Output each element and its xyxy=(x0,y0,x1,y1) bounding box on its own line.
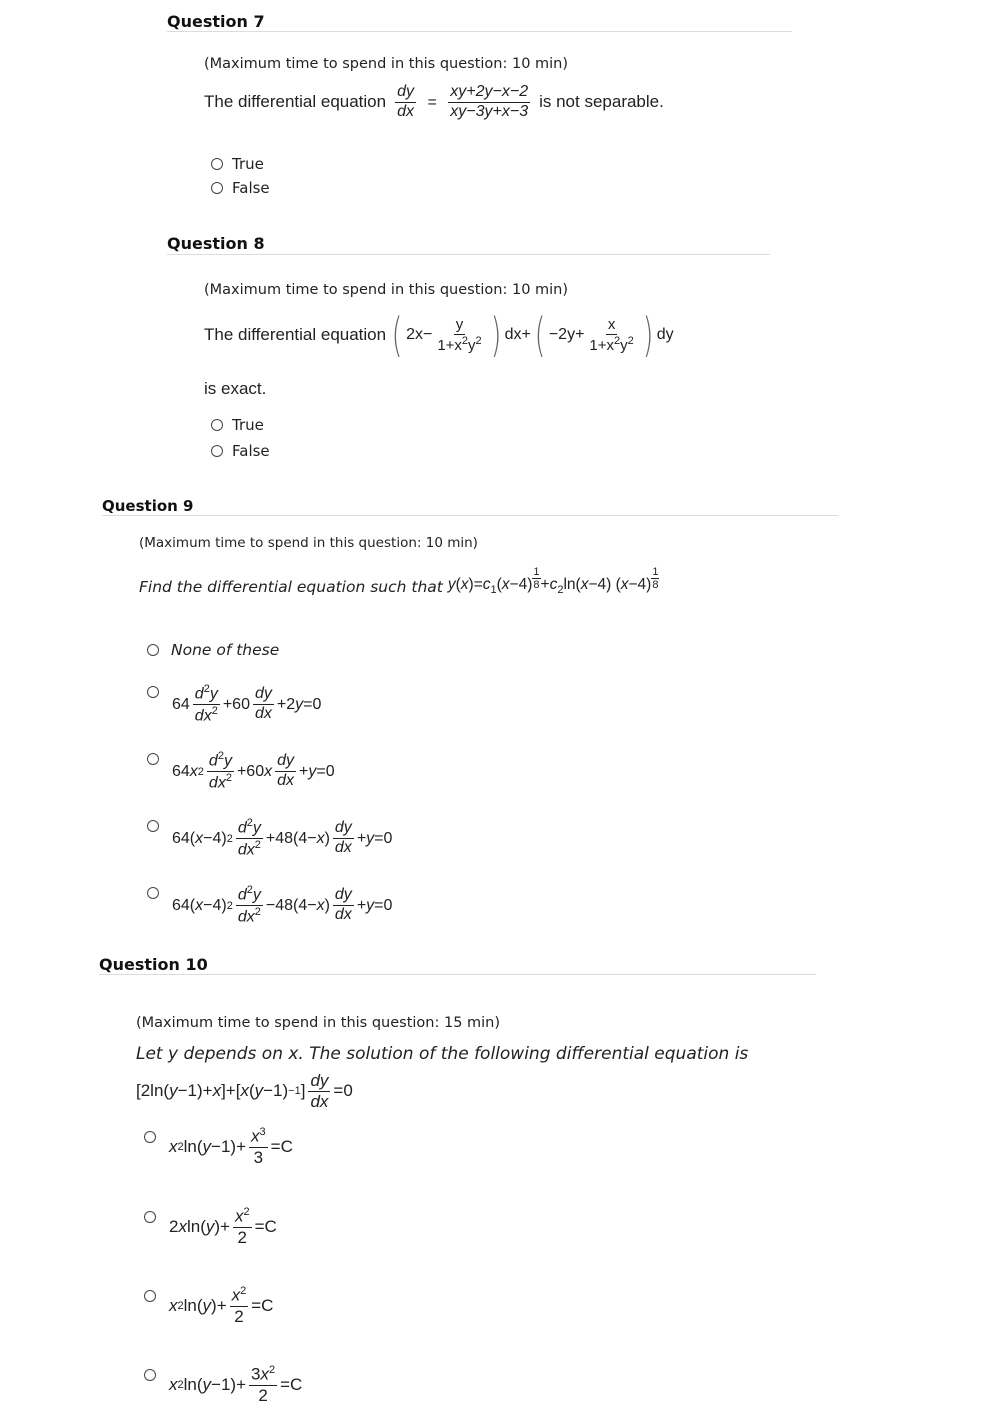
question-9-time-limit: (Maximum time to spend in this question: 10 min) xyxy=(139,535,478,551)
q10-equation: [2ln( y −1)+ x ]+[ x ( y −1) −1 ] $\frac{dy}{dx}$ =0 xyxy=(136,1071,353,1111)
q8-suffix: is exact. xyxy=(204,379,267,398)
q10-prompt: Let y depends on x. The solution of the following differential equation is xyxy=(136,1044,749,1064)
question-8-statement xyxy=(204,308,674,362)
q7-prefix: The differential equation xyxy=(204,92,387,112)
q10-option-a-math: x 2 ln( y −1)+ $\frac{x^3}{3}$ =C xyxy=(169,1126,293,1167)
q9-solution-expression: $y(x)=c_1(x-4)$ $\frac{1}{8}$ $+c_2\ln(x-4)$ (x−4) $\frac{1}{8}$ xyxy=(447,566,659,597)
radio-icon[interactable] xyxy=(147,686,159,698)
question-7-divider xyxy=(167,31,792,32)
q10-option-d-math: x 2 ln( y −1)+ $\frac{3x^2}{2}$ =C xyxy=(169,1364,303,1405)
q7-equation: $\frac{dy}{dx}$ = $\frac{xy+2y-x-2}{xy-3y+x-3}$ xyxy=(397,83,529,120)
q9-option-e-math: 64( x −4) 2 $\frac{d^2y}{dx^2}$ −48(4− x ) $\frac{dy}{dx}$ + y =0 xyxy=(172,884,393,926)
q8-option-false-label: False xyxy=(232,442,270,460)
q9-option-c-math: 64 x 2 $\frac{d^2y}{dx^2}$ +60 x $\frac{dy}{dx}$ + y =0 xyxy=(172,750,335,792)
q7-numerator: xy+2y−x−2 xyxy=(448,84,530,103)
q8-equation: ( 2x− $\frac{y}{1+x^2y^2}$ ) dx+ ( −2y+ $\frac{x}{1+x^2y^2}$ ) dy xyxy=(391,308,674,362)
radio-icon[interactable] xyxy=(211,158,223,170)
question-7-time-limit: (Maximum time to spend in this question: 10 min) xyxy=(204,56,569,72)
radio-icon[interactable] xyxy=(211,182,223,194)
question-9-statement xyxy=(139,566,659,596)
question-7-title: Question 7 xyxy=(167,12,265,31)
radio-icon[interactable] xyxy=(147,753,159,765)
q7-suffix: is not separable. xyxy=(539,92,664,112)
radio-icon[interactable] xyxy=(144,1211,156,1223)
radio-icon[interactable] xyxy=(144,1369,156,1381)
q9-option-d-math: 64( x −4) 2 $\frac{d^2y}{dx^2}$ +48(4− x ) $\frac{dy}{dx}$ + y =0 xyxy=(172,817,393,859)
q8-option-true-label: True xyxy=(232,416,264,434)
question-10-divider xyxy=(99,974,816,975)
radio-icon[interactable] xyxy=(211,445,223,457)
question-8-time-limit: (Maximum time to spend in this question: 10 min) xyxy=(204,282,569,298)
question-10-time-limit: (Maximum time to spend in this question: 15 min) xyxy=(136,1015,501,1031)
radio-icon[interactable] xyxy=(144,1131,156,1143)
radio-icon[interactable] xyxy=(211,419,223,431)
q7-denominator: xy−3y+x−3 xyxy=(450,102,529,120)
question-10-title: Question 10 xyxy=(99,955,208,974)
radio-icon[interactable] xyxy=(144,1290,156,1302)
q8-prefix: The differential equation xyxy=(204,325,387,344)
q7-option-true[interactable] xyxy=(211,155,264,173)
q9-option-a[interactable] xyxy=(147,641,279,659)
q9-prompt: Find the differential equation such that xyxy=(139,578,443,597)
q7-option-false-label: False xyxy=(232,179,270,197)
question-7-statement xyxy=(204,84,664,121)
q8-option-true[interactable] xyxy=(211,416,264,434)
q8-option-false[interactable] xyxy=(211,442,270,460)
radio-icon[interactable] xyxy=(147,644,159,656)
question-9-divider xyxy=(102,515,838,516)
question-8-divider xyxy=(167,254,770,255)
radio-icon[interactable] xyxy=(147,887,159,899)
q10-option-b-math: 2 x ln( y )+ $\frac{x^2}{2}$ =C xyxy=(169,1206,277,1247)
q10-option-c-math: x 2 ln( y )+ $\frac{x^2}{2}$ =C xyxy=(169,1285,274,1326)
q9-option-b-math: 64 $\frac{d^2y}{dx^2}$ +60 $\frac{dy}{dx}$ +2 y =0 xyxy=(172,683,322,725)
radio-icon[interactable] xyxy=(147,820,159,832)
q7-option-false[interactable] xyxy=(211,179,270,197)
question-9-title: Question 9 xyxy=(102,497,194,515)
question-8-title: Question 8 xyxy=(167,234,265,253)
q9-option-a-label: None of these xyxy=(171,641,280,659)
q7-option-true-label: True xyxy=(232,155,264,173)
